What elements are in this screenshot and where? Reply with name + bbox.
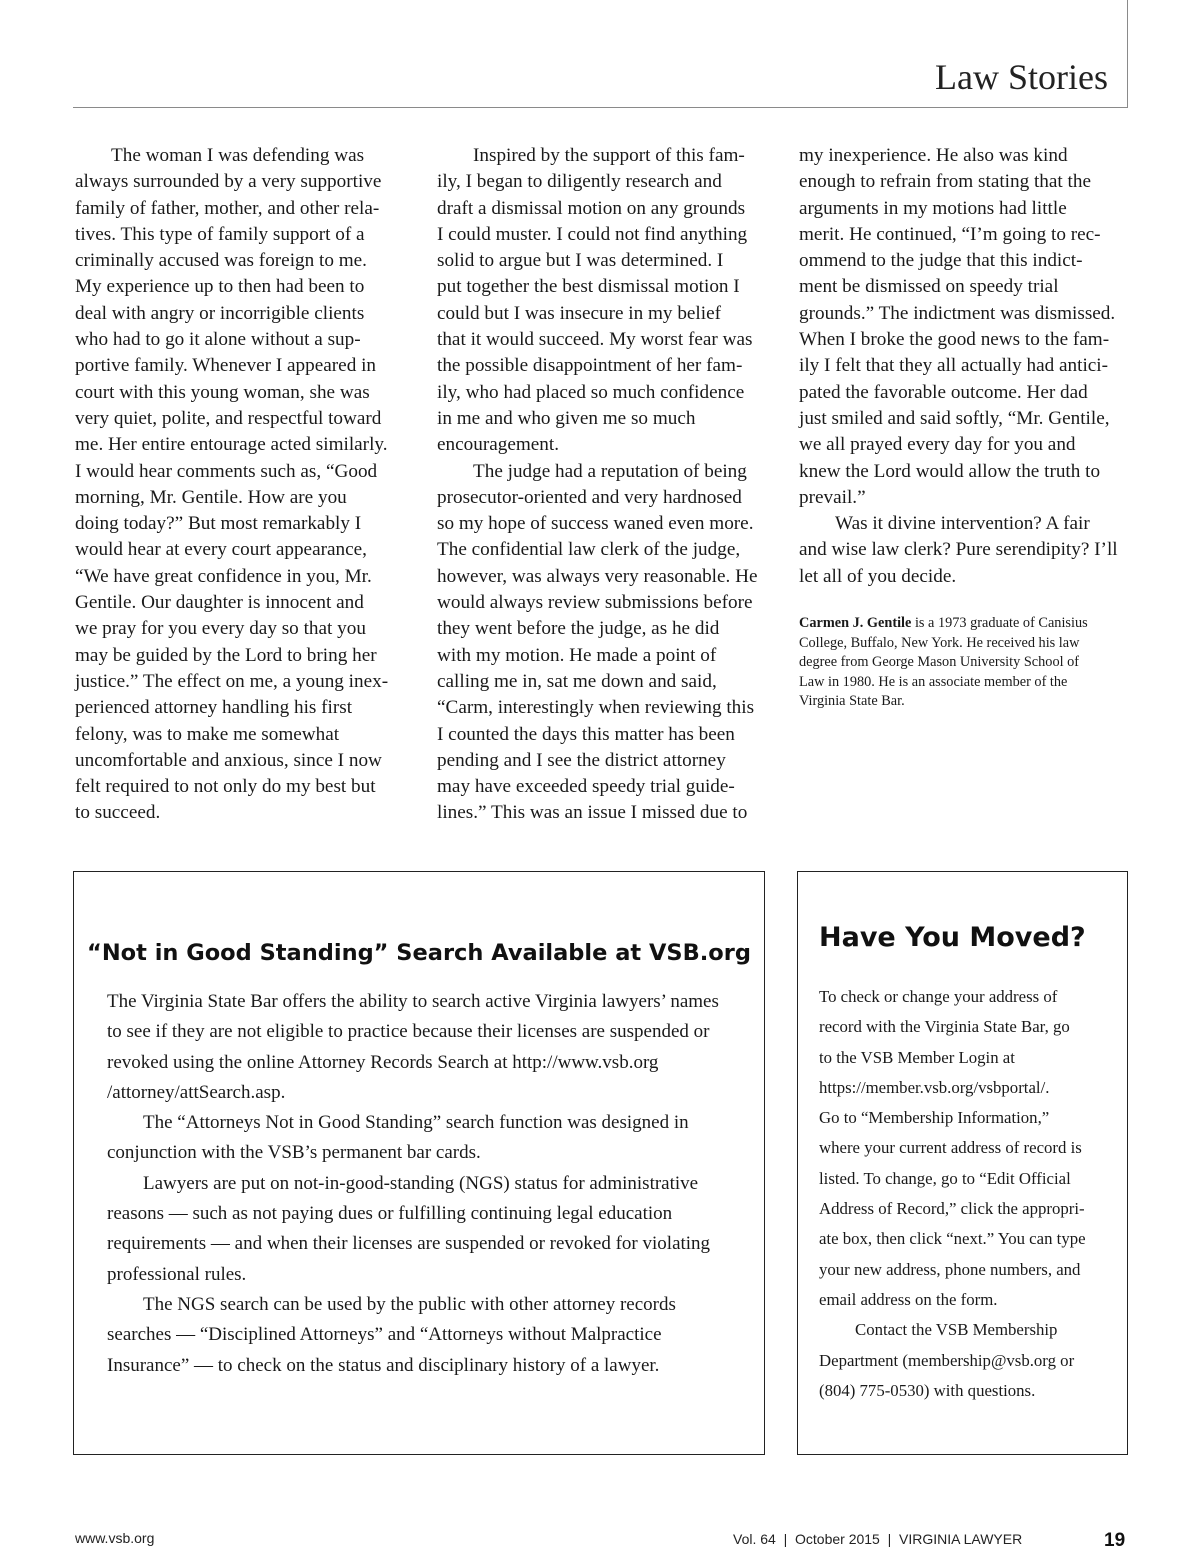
- moved-paragraph: Contact the VSB Membership Department (membership@vsb.org or (804) 775-0530) with questions.: [819, 1320, 1075, 1400]
- header-vertical-rule: [1127, 0, 1128, 108]
- article-column-2: [437, 143, 787, 827]
- author-name: Carmen J. Gentile: [799, 615, 912, 632]
- moved-paragraph: To check or change your address of record with the Virginia State Bar, go to the VSB Member Login at https://member.vsb.org/vsbportal/. Go to “Membership Information,” where your current address of record is listed. To change, go to “Edit Official Address of Record,” click the appropri- ate box, then click “next.” You can type your new address, phone numbers, and email address on the form.: [819, 987, 1086, 1309]
- ngs-paragraph: The NGS search can be used by the public with other attorney records searches — “Disciplined Attorneys” and “Attorneys without Malpractice Insurance” — to check on the status and disciplinary history of a lawyer.: [107, 1293, 676, 1376]
- article-paragraph: The woman I was defending was always surrounded by a very supportive family of father, mother, and other rela- tives. This type of family support of a criminally accused was foreign to me. My experience up to then had been to deal with angry or incorrigible clients who had to go it alone without a sup- portive family. Whenever I appeared in court with this young woman, she was very quiet, polite, and respectful toward me. Her entire entourage acted similarly. I would hear comments such as, “Good morning, Mr. Gentile. How are you doing today?” But most remarkably I would hear at every court appearance, “We have great confidence in you, Mr. Gentile. Our daughter is innocent and we pray for you every day so that you may be guided by the Lord to bring her justice.” The effect on me, a young inex- perienced attorney handling his first felony, was to make me somewhat uncomfortable and anxious, since I now felt required to not only do my best but to succeed.: [75, 145, 389, 824]
- article-paragraph: The judge had a reputation of being prosecutor-oriented and very hardnosed so my hope of success waned even more. The confidential law clerk of the judge, however, was always very reasonable. He would always review submissions before they went before the judge, as he did with my motion. He made a point of calling me in, sat me down and said, “Carm, interestingly when reviewing this I counted the days this matter has been pending and I see the district attorney may have exceeded speedy trial guide- lines.” This was an issue I missed due to: [437, 460, 758, 824]
- page-number: 19: [1104, 1530, 1126, 1551]
- moved-box-body: [819, 982, 1119, 1406]
- ngs-box-body: [107, 987, 743, 1381]
- article-paragraph: Inspired by the support of this fam- ily, I began to diligently research and draft a dismissal motion on any grounds I could muster. I could not find anything solid to argue but I was determined. I put together the best dismissal motion I could but I was insecure in my belief that it would succeed. My worst fear was the possible disappointment of her fam- ily, who had placed so much confidence in me and who given me so much encouragement.: [437, 145, 753, 456]
- ngs-box-title: “Not in Good Standing” Search Available at VSB.org: [87, 940, 751, 966]
- header-rule: [73, 107, 1128, 108]
- footer-issue: Vol. 64 | October 2015 | VIRGINIA LAWYER: [733, 1531, 1023, 1547]
- article-column-3: [799, 143, 1139, 712]
- have-you-moved-box: [797, 871, 1128, 1455]
- ngs-paragraph: Lawyers are put on not-in-good-standing (NGS) status for administrative reasons — such as not paying dues or fulfilling continuing legal education requirements — and when their licenses are suspended or revoked for violating professional rules.: [107, 1172, 711, 1285]
- author-bio: [799, 614, 1139, 712]
- moved-box-title: Have You Moved?: [819, 922, 1086, 953]
- ngs-paragraph: The “Attorneys Not in Good Standing” search function was designed in conjunction with the VSB’s permanent bar cards.: [107, 1112, 689, 1164]
- article-paragraph: Was it divine intervention? A fair and wise law clerk? Pure serendipity? I’ll let all of you decide.: [799, 513, 1118, 587]
- ngs-search-box: [73, 871, 765, 1455]
- footer-url: www.vsb.org: [75, 1530, 155, 1546]
- section-title: Law Stories: [935, 57, 1108, 97]
- article-paragraph: my inexperience. He also was kind enough to refrain from stating that the arguments in my motions had little merit. He continued, “I’m going to rec- ommend to the judge that this indict- ment be dismissed on speedy trial grounds.” The indictment was dismissed. When I broke the good news to the fam- ily I felt that they all actually had antici- pated the favorable outcome. Her dad just smiled and said softly, “Mr. Gentile, we all prayed every day for you and knew the Lord would allow the truth to prevail.”: [799, 145, 1116, 508]
- author-bio-text: is a 1973 graduate of Canisius College, Buffalo, New York. He received his law degree from George Mason University School of Law in 1980. He is an associate member of the Virginia State Bar.: [799, 615, 1088, 710]
- ngs-paragraph: The Virginia State Bar offers the ability to search active Virginia lawyers’ names to see if they are not eligible to practice because their licenses are suspended or revoked using the online Attorney Records Search at http://www.vsb.org /attorney/attSearch.asp.: [107, 991, 719, 1103]
- article-column-1: [75, 143, 425, 827]
